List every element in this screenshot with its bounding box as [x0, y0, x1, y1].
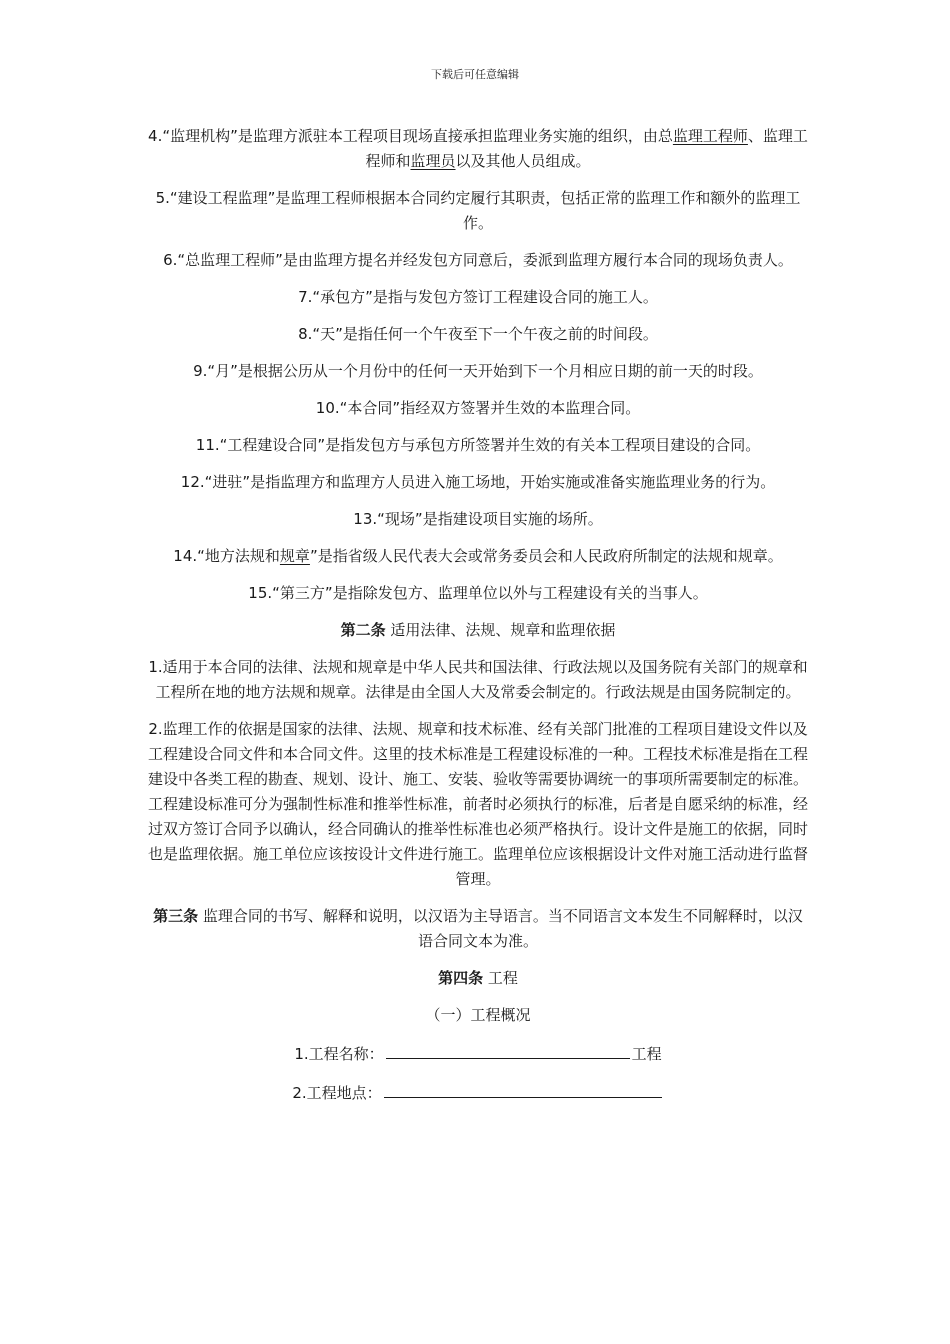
- definition-4-text-b: 、监理工程师和: [365, 127, 808, 170]
- article-2-paragraph-1: 1.适用于本合同的法律、法规和规章是中华人民共和国法律、行政法规以及国务院有关部门的规章和工程所在地的地方法规和规章。法律是由全国人大及常委会制定的。行政法规是由国务院制定的。: [148, 658, 808, 701]
- definition-7: 7.“承包方”是指与发包方签订工程建设合同的施工人。: [298, 288, 658, 306]
- project-name-row: [148, 1040, 808, 1067]
- definition-13: 13.“现场”是指建设项目实施的场所。: [353, 510, 603, 528]
- definition-12: 12.“进驻”是指监理方和监理方人员进入施工场地，开始实施或准备实施监理业务的行为。: [180, 473, 776, 491]
- project-overview-heading: （一）工程概况: [425, 1006, 531, 1024]
- chief-supervisor-link[interactable]: 监理工程师: [672, 127, 748, 145]
- project-name-field[interactable]: [386, 1040, 630, 1059]
- project-name-label: 1.工程名称：: [294, 1045, 384, 1063]
- definition-14: [148, 544, 808, 569]
- article-2-title: 适用法律、法规、规章和监理依据: [390, 621, 616, 639]
- project-location-row: [148, 1079, 808, 1106]
- definition-9: 9.“月”是根据公历从一个月份中的任何一天开始到下一个月相应日期的前一天的时段。: [193, 362, 763, 380]
- definition-5: 5.“建设工程监理”是监理工程师根据本合同约定履行其职责，包括正常的监理工作和额外的监理工作。: [155, 189, 801, 232]
- article-2-label: 第二条: [340, 621, 386, 639]
- definition-15: 15.“第三方”是指除发包方、监理单位以外与工程建设有关的当事人。: [248, 584, 708, 602]
- project-name-suffix: 工程: [631, 1045, 662, 1063]
- definition-11: 11.“工程建设合同”是指发包方与承包方所签署并生效的有关本工程项目建设的合同。: [195, 436, 761, 454]
- article-4-heading: [148, 966, 808, 991]
- article-4-label: 第四条: [438, 969, 484, 987]
- definition-4-text-c: 以及其他人员组成。: [455, 152, 591, 170]
- definition-14-text-a: 14.“地方法规和: [173, 547, 280, 565]
- article-2-heading: [148, 618, 808, 643]
- definition-14-text-b: ”是指省级人民代表大会或常务委员会和人民政府所制定的法规和规章。: [309, 547, 783, 565]
- definition-4-text-a: 4.“监理机构”是监理方派驻本工程项目现场直接承担监理业务实施的组织，由总: [148, 127, 673, 145]
- definition-4: [148, 124, 808, 174]
- article-3: [148, 904, 808, 954]
- project-location-field[interactable]: [384, 1079, 662, 1098]
- document-body: [148, 124, 808, 1118]
- article-4-title: 工程: [487, 969, 518, 987]
- article-3-label: 第三条: [153, 907, 199, 925]
- regulations-link[interactable]: 规章: [279, 547, 310, 565]
- supervisor-link[interactable]: 监理员: [410, 152, 456, 170]
- page-header: 下载后可任意编辑: [431, 68, 519, 81]
- definition-10: 10.“本合同”指经双方签署并生效的本监理合同。: [315, 399, 641, 417]
- project-location-label: 2.工程地点：: [292, 1084, 382, 1102]
- definition-6: 6.“总监理工程师”是由监理方提名并经发包方同意后，委派到监理方履行本合同的现场负责人。: [163, 251, 793, 269]
- definition-8: 8.“天”是指任何一个午夜至下一个午夜之前的时间段。: [298, 325, 658, 343]
- article-3-text: 监理合同的书写、解释和说明，以汉语为主导语言。当不同语言文本发生不同解释时，以汉语合同文本为准。: [202, 907, 803, 950]
- article-2-paragraph-2: 2.监理工作的依据是国家的法律、法规、规章和技术标准、经有关部门批准的工程项目建设文件以及工程建设合同文件和本合同文件。这里的技术标准是工程建设标准的一种。工程技术标准是指在工程建设中各类工程的勘查、规划、设计、施工、安装、验收等需要协调统一的事项所需要制定的标准。工程建设标准可分为强制性标准和推举性标准，前者时必须执行的标准，后者是自愿采纳的标准，经过双方签订合同予以确认，经合同确认的推举性标准也必须严格执行。设计文件是施工的依据，同时也是监理依据。施工单位应该按设计文件进行施工。监理单位应该根据设计文件对施工活动进行监督管理。: [148, 720, 809, 888]
